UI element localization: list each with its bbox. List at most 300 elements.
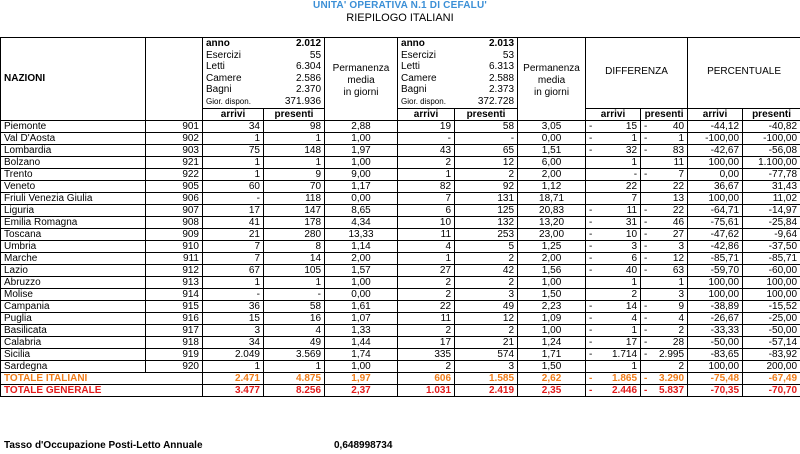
presenti-2012: 105: [264, 264, 325, 276]
perc-arrivi: -47,62: [688, 228, 743, 240]
diff-presenti: - 2: [641, 324, 688, 336]
presenti-2013: 65: [455, 144, 518, 156]
permanenza-2013: 1,56: [518, 264, 586, 276]
diff-arrivi: - 1: [586, 132, 641, 144]
permanenza-2013: 2,00: [518, 168, 586, 180]
permanenza-2012: 1,00: [325, 132, 398, 144]
presenti-2013: 92: [455, 180, 518, 192]
minus-sign: -: [644, 312, 648, 324]
diff-arrivi: 22: [586, 180, 641, 192]
diff-arrivi: - 4: [586, 312, 641, 324]
permanenza-2013: 1,12: [518, 180, 586, 192]
perc-presenti: -25,84: [743, 216, 800, 228]
diff-presenti: - 2.995: [641, 348, 688, 360]
perc-presenti: 100,00: [743, 276, 800, 288]
table-row: [1, 168, 800, 180]
table-row: [1, 288, 800, 300]
perc-arrivi: -59,70: [688, 264, 743, 276]
minus-sign: -: [589, 336, 593, 348]
arrivi-2013: 4: [398, 240, 455, 252]
permanenza-2012: 1,14: [325, 240, 398, 252]
permanenza-2012: 1,97: [325, 144, 398, 156]
presenti-2013: 2: [455, 252, 518, 264]
row-code: 918: [146, 336, 203, 348]
presenti-2012: 118: [264, 192, 325, 204]
row-name: Friuli Venezia Giulia: [1, 192, 146, 204]
arrivi-2012: 1: [203, 168, 264, 180]
perc-arrivi: 100,00: [688, 156, 743, 168]
permanenza-2012: 9,00: [325, 168, 398, 180]
presenti-2012: 58: [264, 300, 325, 312]
row-name: Basilicata: [1, 324, 146, 336]
minus-sign: -: [644, 228, 648, 240]
diff-arrivi: - 2.446: [586, 384, 641, 396]
diff-presenti: 3: [641, 288, 688, 300]
diff-presenti: - 5.837: [641, 384, 688, 396]
presenti-2013: 132: [455, 216, 518, 228]
minus-sign: -: [589, 300, 593, 312]
minus-sign: -: [589, 348, 593, 360]
arrivi-2013: 2: [398, 288, 455, 300]
diff-presenti: - 12: [641, 252, 688, 264]
arrivi-2012: 21: [203, 228, 264, 240]
arrivi-2012: 34: [203, 336, 264, 348]
table-row: [1, 216, 800, 228]
perc-arrivi: 100,00: [688, 276, 743, 288]
table-row: [1, 336, 800, 348]
perc-arrivi: 36,67: [688, 180, 743, 192]
arrivi-2013: 11: [398, 312, 455, 324]
perc-presenti: -25,00: [743, 312, 800, 324]
presenti-2013: 131: [455, 192, 518, 204]
diff-presenti: - 63: [641, 264, 688, 276]
row-code: 920: [146, 360, 203, 372]
presenti-2013: 2: [455, 276, 518, 288]
perc-presenti: -67,49: [743, 372, 800, 384]
minus-sign: -: [589, 240, 593, 252]
arrivi-2013: 1: [398, 252, 455, 264]
perc-presenti: 1.100,00: [743, 156, 800, 168]
arrivi-2013: 606: [398, 372, 455, 384]
diff-presenti: - 1: [641, 132, 688, 144]
presenti-2013: 12: [455, 156, 518, 168]
arrivi-header-1: arrivi: [203, 108, 264, 120]
row-code: 903: [146, 144, 203, 156]
row-name: Lazio: [1, 264, 146, 276]
arrivi-2013: 7: [398, 192, 455, 204]
permanenza-2013: 1,00: [518, 276, 586, 288]
table-row: [1, 300, 800, 312]
presenti-2013: 3: [455, 288, 518, 300]
perc-presenti: 100,00: [743, 288, 800, 300]
table-row: [1, 204, 800, 216]
presenti-header-2: presenti: [455, 108, 518, 120]
row-code: 905: [146, 180, 203, 192]
permanenza-2013: 2,23: [518, 300, 586, 312]
presenti-2012: 49: [264, 336, 325, 348]
perc-arrivi: 0,00: [688, 168, 743, 180]
arrivi-2013: 17: [398, 336, 455, 348]
perc-presenti-header: presenti: [743, 108, 800, 120]
presenti-2013: 49: [455, 300, 518, 312]
diff-arrivi: - 1: [586, 324, 641, 336]
totale-generale-row: [1, 384, 800, 396]
arrivi-2012: 2.049: [203, 348, 264, 360]
arrivi-2013: 27: [398, 264, 455, 276]
row-code: 910: [146, 240, 203, 252]
perc-arrivi: 100,00: [688, 288, 743, 300]
diff-arrivi: - 11: [586, 204, 641, 216]
diff-arrivi: - 14: [586, 300, 641, 312]
diff-presenti: - 22: [641, 204, 688, 216]
row-name: Piemonte: [1, 120, 146, 132]
perc-presenti: 200,00: [743, 360, 800, 372]
table-row: [1, 132, 800, 144]
perc-arrivi: -100,00: [688, 132, 743, 144]
diff-presenti: - 3: [641, 240, 688, 252]
row-name: Emilia Romagna: [1, 216, 146, 228]
perc-arrivi: -64,71: [688, 204, 743, 216]
diff-arrivi: 1: [586, 156, 641, 168]
diff-presenti: 22: [641, 180, 688, 192]
italians-summary-table: [0, 37, 800, 397]
presenti-2013: 12: [455, 312, 518, 324]
permanenza-2012: 1,00: [325, 276, 398, 288]
row-name: Sardegna: [1, 360, 146, 372]
diff-arrivi: - 1.714: [586, 348, 641, 360]
arrivi-2013: 22: [398, 300, 455, 312]
minus-sign: -: [644, 204, 648, 216]
presenti-2012: 1: [264, 276, 325, 288]
perc-presenti: -56,08: [743, 144, 800, 156]
table-row: [1, 180, 800, 192]
minus-sign: -: [644, 384, 648, 396]
arrivi-2012: -: [203, 192, 264, 204]
arrivi-2012: 7: [203, 252, 264, 264]
arrivi-2012: 17: [203, 204, 264, 216]
permanenza-2013: 18,71: [518, 192, 586, 204]
presenti-2012: 14: [264, 252, 325, 264]
permanenza-2012: 0,00: [325, 288, 398, 300]
row-code: 907: [146, 204, 203, 216]
diff-presenti: - 83: [641, 144, 688, 156]
minus-sign: -: [644, 324, 648, 336]
row-name: Campania: [1, 300, 146, 312]
diff-presenti: 13: [641, 192, 688, 204]
diff-presenti: - 7: [641, 168, 688, 180]
presenti-2013: 574: [455, 348, 518, 360]
presenti-2012: 70: [264, 180, 325, 192]
perc-presenti: -40,82: [743, 120, 800, 132]
permanenza-2012: 2,37: [325, 384, 398, 396]
row-name: Veneto: [1, 180, 146, 192]
arrivi-2013: 10: [398, 216, 455, 228]
permanenza-2013: 3,05: [518, 120, 586, 132]
presenti-2013: 253: [455, 228, 518, 240]
diff-arrivi: - 31: [586, 216, 641, 228]
presenti-2013: 21: [455, 336, 518, 348]
table-row: [1, 144, 800, 156]
minus-sign: -: [644, 120, 648, 132]
presenti-2012: 148: [264, 144, 325, 156]
permanenza-2013: 1,24: [518, 336, 586, 348]
perc-presenti: -60,00: [743, 264, 800, 276]
permanenza-2012: 2,00: [325, 252, 398, 264]
permanenza-2013: 1,00: [518, 324, 586, 336]
perc-arrivi-header: arrivi: [688, 108, 743, 120]
diff-arrivi: - 40: [586, 264, 641, 276]
arrivi-2012: 1: [203, 156, 264, 168]
row-name: Liguria: [1, 204, 146, 216]
presenti-2012: 147: [264, 204, 325, 216]
diff-arrivi: - 10: [586, 228, 641, 240]
diff-presenti: 2: [641, 360, 688, 372]
arrivi-header-2: arrivi: [398, 108, 455, 120]
arrivi-2012: 41: [203, 216, 264, 228]
minus-sign: -: [589, 144, 593, 156]
presenti-2012: 4.875: [264, 372, 325, 384]
perc-presenti: 31,43: [743, 180, 800, 192]
row-name: Toscana: [1, 228, 146, 240]
row-name: Lombardia: [1, 144, 146, 156]
minus-sign: -: [644, 348, 648, 360]
perc-arrivi: -44,12: [688, 120, 743, 132]
minus-sign: -: [589, 120, 593, 132]
permanenza-2012: 2,88: [325, 120, 398, 132]
permanenza-2012: 1,33: [325, 324, 398, 336]
minus-sign: -: [644, 300, 648, 312]
perc-presenti: -83,92: [743, 348, 800, 360]
row-code: 911: [146, 252, 203, 264]
presenti-2013: 58: [455, 120, 518, 132]
presenti-2013: 2: [455, 324, 518, 336]
report-title: UNITA' OPERATIVA N.1 DI CEFALU': [313, 0, 487, 11]
perc-arrivi: -33,33: [688, 324, 743, 336]
perc-arrivi: -38,89: [688, 300, 743, 312]
arrivi-2013: 2: [398, 276, 455, 288]
row-name: TOTALE GENERALE: [1, 384, 203, 396]
permanenza-2013: 1,51: [518, 144, 586, 156]
presenti-2013: 3: [455, 360, 518, 372]
row-name: Umbria: [1, 240, 146, 252]
permanenza-2013: 6,00: [518, 156, 586, 168]
diff-arrivi: - 6: [586, 252, 641, 264]
row-code: 915: [146, 300, 203, 312]
row-name: Sicilia: [1, 348, 146, 360]
permanenza-2012: 1,44: [325, 336, 398, 348]
perc-arrivi: -83,65: [688, 348, 743, 360]
arrivi-2012: 7: [203, 240, 264, 252]
perc-presenti: -15,52: [743, 300, 800, 312]
row-name: Marche: [1, 252, 146, 264]
permanenza-2012: 4,34: [325, 216, 398, 228]
arrivi-2013: 6: [398, 204, 455, 216]
row-code: 908: [146, 216, 203, 228]
row-name: Bolzano: [1, 156, 146, 168]
diff-presenti: - 40: [641, 120, 688, 132]
minus-sign: -: [644, 252, 648, 264]
header-row: [1, 38, 800, 109]
differenza-header: DIFFERENZA: [586, 38, 688, 109]
arrivi-2013: 2: [398, 324, 455, 336]
diff-presenti: - 4: [641, 312, 688, 324]
perc-arrivi: -50,00: [688, 336, 743, 348]
permanenza-2013: 1,25: [518, 240, 586, 252]
permanenza-2012: 1,00: [325, 360, 398, 372]
permanenza-2013: 2,00: [518, 252, 586, 264]
arrivi-2013: 1.031: [398, 384, 455, 396]
minus-sign: -: [589, 384, 593, 396]
totale-italiani-row: [1, 372, 800, 384]
permanenza-2013: 2,62: [518, 372, 586, 384]
presenti-2012: 8.256: [264, 384, 325, 396]
diff-arrivi: - 3: [586, 240, 641, 252]
presenti-2012: 3.569: [264, 348, 325, 360]
row-name: Val D'Aosta: [1, 132, 146, 144]
arrivi-2013: 2: [398, 360, 455, 372]
minus-sign: -: [589, 204, 593, 216]
permanenza-2013: 2,35: [518, 384, 586, 396]
arrivi-2012: 1: [203, 132, 264, 144]
presenti-2013: 125: [455, 204, 518, 216]
minus-sign: -: [589, 216, 593, 228]
diff-presenti: 11: [641, 156, 688, 168]
permanenza-2013: 1,09: [518, 312, 586, 324]
arrivi-2012: 3: [203, 324, 264, 336]
occupancy-rate-value: 0,648998734: [334, 440, 393, 451]
minus-sign: -: [644, 168, 648, 180]
minus-sign: -: [644, 240, 648, 252]
presenti-2013: -: [455, 132, 518, 144]
table-row: [1, 192, 800, 204]
minus-sign: -: [589, 372, 593, 384]
arrivi-2012: 3.477: [203, 384, 264, 396]
presenti-2012: 178: [264, 216, 325, 228]
perc-presenti: -50,00: [743, 324, 800, 336]
permanenza-2013: 1,71: [518, 348, 586, 360]
presenti-2012: 1: [264, 156, 325, 168]
perc-presenti: 11,02: [743, 192, 800, 204]
minus-sign: -: [589, 228, 593, 240]
table-row: [1, 240, 800, 252]
presenti-header-1: presenti: [264, 108, 325, 120]
permanenza-2012: 1,97: [325, 372, 398, 384]
presenti-2012: 280: [264, 228, 325, 240]
arrivi-2013: 2: [398, 156, 455, 168]
row-code: 909: [146, 228, 203, 240]
arrivi-2012: 36: [203, 300, 264, 312]
arrivi-2012: 1: [203, 276, 264, 288]
diff-presenti: - 9: [641, 300, 688, 312]
minus-sign: -: [644, 336, 648, 348]
row-name: Calabria: [1, 336, 146, 348]
permanenza-2012: 1,57: [325, 264, 398, 276]
arrivi-2012: 34: [203, 120, 264, 132]
perc-presenti: -70,70: [743, 384, 800, 396]
presenti-2012: 4: [264, 324, 325, 336]
presenti-2013: 5: [455, 240, 518, 252]
nazioni-header: NAZIONI: [1, 38, 146, 121]
perc-presenti: -9,64: [743, 228, 800, 240]
permanenza-2012: 0,00: [325, 192, 398, 204]
diff-presenti: - 46: [641, 216, 688, 228]
minus-sign: -: [589, 264, 593, 276]
permanenza-2012: 1,17: [325, 180, 398, 192]
table-row: [1, 252, 800, 264]
perc-presenti: -77,78: [743, 168, 800, 180]
presenti-2013: 42: [455, 264, 518, 276]
permanenza-2013: 1,50: [518, 360, 586, 372]
permanenza-2013: 13,20: [518, 216, 586, 228]
row-name: Abruzzo: [1, 276, 146, 288]
presenti-2012: 8: [264, 240, 325, 252]
presenti-2013: 2.419: [455, 384, 518, 396]
permanenza-2013: 20,83: [518, 204, 586, 216]
perc-presenti: -100,00: [743, 132, 800, 144]
perc-presenti: -57,14: [743, 336, 800, 348]
row-code: 914: [146, 288, 203, 300]
minus-sign: -: [589, 252, 593, 264]
row-name: TOTALE ITALIANI: [1, 372, 203, 384]
diff-arrivi: 1: [586, 360, 641, 372]
perc-arrivi: -42,86: [688, 240, 743, 252]
perc-arrivi: 100,00: [688, 192, 743, 204]
table-row: [1, 156, 800, 168]
row-code: 916: [146, 312, 203, 324]
arrivi-2012: 15: [203, 312, 264, 324]
presenti-2012: -: [264, 288, 325, 300]
minus-sign: -: [644, 216, 648, 228]
row-code: 922: [146, 168, 203, 180]
table-row: [1, 312, 800, 324]
row-code: 901: [146, 120, 203, 132]
diff-arrivi: - 15: [586, 120, 641, 132]
minus-sign: -: [644, 264, 648, 276]
arrivi-2013: 335: [398, 348, 455, 360]
table-row: [1, 348, 800, 360]
diff-arrivi-header: arrivi: [586, 108, 641, 120]
perc-arrivi: -42,67: [688, 144, 743, 156]
row-code: 912: [146, 264, 203, 276]
row-code: 917: [146, 324, 203, 336]
arrivi-2012: 75: [203, 144, 264, 156]
arrivi-2013: -: [398, 132, 455, 144]
permanenza-2012: 1,00: [325, 156, 398, 168]
permanenza-2012: 1,74: [325, 348, 398, 360]
diff-arrivi: -: [586, 168, 641, 180]
table-row: [1, 276, 800, 288]
occupancy-rate-label: Tasso d'Occupazione Posti-Letto Annuale: [4, 440, 203, 451]
code-header: [146, 38, 203, 121]
table-row: [1, 120, 800, 132]
presenti-2012: 1: [264, 132, 325, 144]
perc-arrivi: -70,35: [688, 384, 743, 396]
permanenza-2013: 1,50: [518, 288, 586, 300]
diff-presenti-header: presenti: [641, 108, 688, 120]
perc-presenti: -14,97: [743, 204, 800, 216]
row-code: 919: [146, 348, 203, 360]
diff-presenti: 1: [641, 276, 688, 288]
arrivi-2012: -: [203, 288, 264, 300]
arrivi-2013: 82: [398, 180, 455, 192]
row-code: 913: [146, 276, 203, 288]
minus-sign: -: [644, 372, 648, 384]
permanenza-2012: 8,65: [325, 204, 398, 216]
permanenza-2013: 0,00: [518, 132, 586, 144]
row-name: Molise: [1, 288, 146, 300]
arrivi-2012: 60: [203, 180, 264, 192]
minus-sign: -: [589, 324, 593, 336]
